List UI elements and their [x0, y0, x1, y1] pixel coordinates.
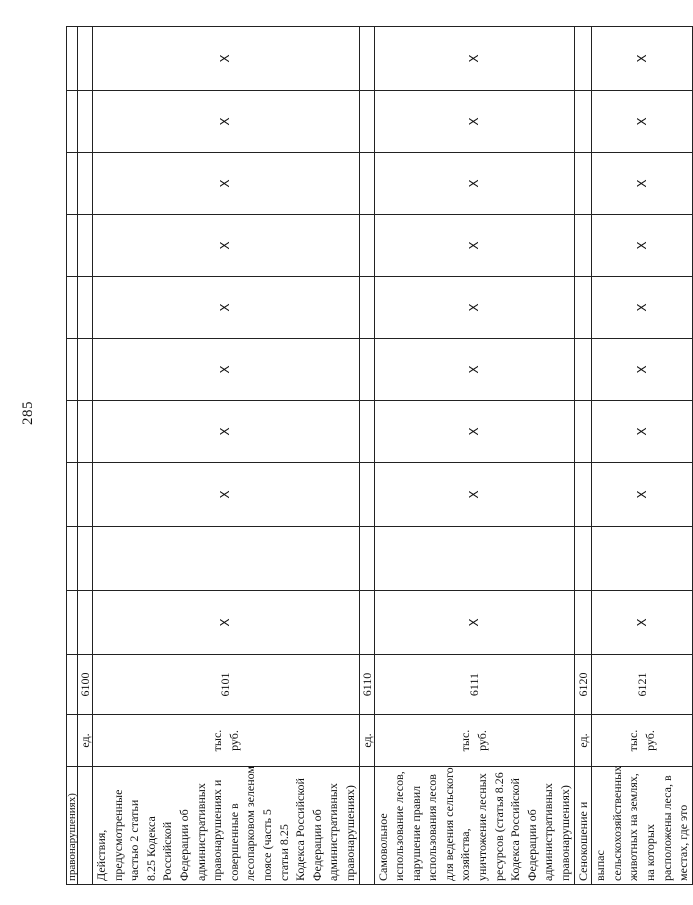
- row-name-line: Федерации об: [176, 809, 191, 881]
- x-mark-cell: X: [93, 27, 360, 91]
- empty-cell: [374, 527, 574, 591]
- empty-cell: [67, 591, 78, 655]
- empty-cell: [78, 215, 93, 277]
- empty-cell: [67, 527, 78, 591]
- x-mark-cell: X: [93, 463, 360, 527]
- table-row-data: [592, 27, 693, 885]
- empty-cell: [67, 91, 78, 153]
- row-code-cell: 6110: [359, 655, 374, 715]
- empty-cell: [574, 91, 592, 153]
- empty-cell: [574, 153, 592, 215]
- empty-cell: [359, 277, 374, 339]
- row-name-line: правонарушениях): [342, 785, 357, 881]
- empty-cell: [574, 463, 592, 527]
- empty-cell: [78, 591, 93, 655]
- row-name-line: сельскохозяйственных: [609, 765, 624, 881]
- empty-cell: [67, 153, 78, 215]
- row-name-line: 8.25 Кодекса: [143, 816, 158, 881]
- row-name-line: административных: [326, 783, 341, 881]
- x-mark-cell: X: [592, 277, 693, 339]
- x-mark-cell: X: [374, 153, 574, 215]
- row-name-line: лесопарковом зеленом: [243, 765, 258, 881]
- empty-cell: [93, 527, 360, 591]
- row-name-line: правонарушениях): [558, 785, 573, 881]
- row-name-line: животных на землях,: [626, 773, 641, 881]
- x-mark-cell: X: [93, 277, 360, 339]
- x-mark-cell: X: [592, 401, 693, 463]
- table-row-header-fragment: [67, 27, 78, 885]
- x-mark-cell: X: [374, 277, 574, 339]
- x-mark-cell: X: [374, 215, 574, 277]
- row-name-cell: [574, 767, 592, 885]
- row-name-cell: [359, 767, 374, 885]
- x-mark-cell: X: [592, 339, 693, 401]
- row-name-line: уничтожение лесных: [475, 773, 490, 881]
- x-mark-cell: X: [374, 463, 574, 527]
- empty-cell: [78, 153, 93, 215]
- row-code-cell: 6101: [93, 655, 360, 715]
- x-mark-cell: X: [374, 401, 574, 463]
- unit-cell: ед.: [359, 715, 374, 767]
- row-name-line: хозяйства,: [458, 828, 473, 881]
- empty-cell: [78, 527, 93, 591]
- empty-cell: [67, 715, 78, 767]
- empty-cell: [359, 215, 374, 277]
- row-name-line: административных: [541, 783, 556, 881]
- unit-cell: ед.: [574, 715, 592, 767]
- row-code-cell: 6100: [78, 655, 93, 715]
- empty-cell: [78, 27, 93, 91]
- row-name-cell: [374, 767, 574, 885]
- header-fragment-cell: [67, 767, 78, 885]
- x-mark-cell: X: [592, 91, 693, 153]
- row-name-cell: [93, 767, 360, 885]
- unit-cell: тыс. руб.: [374, 715, 574, 767]
- row-name-cell: [592, 767, 693, 885]
- x-mark-cell: X: [93, 91, 360, 153]
- empty-cell: [359, 527, 374, 591]
- empty-cell: [67, 463, 78, 527]
- x-mark-cell: X: [374, 91, 574, 153]
- empty-cell: [359, 463, 374, 527]
- table-row-section: [574, 27, 592, 885]
- x-mark-cell: X: [592, 215, 693, 277]
- row-code-cell: 6111: [374, 655, 574, 715]
- document-table: [66, 26, 693, 885]
- row-name-cell: [78, 767, 93, 885]
- empty-cell: [78, 463, 93, 527]
- empty-cell: [359, 27, 374, 91]
- empty-cell: [78, 91, 93, 153]
- row-name-line: местах, где это: [676, 804, 691, 881]
- empty-cell: [574, 401, 592, 463]
- x-mark-cell: X: [93, 401, 360, 463]
- table-row-data: [374, 27, 574, 885]
- x-mark-cell: X: [592, 27, 693, 91]
- row-name-line: нарушение правил: [408, 785, 423, 881]
- x-mark-cell: X: [592, 591, 693, 655]
- x-mark-cell: X: [592, 153, 693, 215]
- row-name-line: Самовольное: [375, 813, 390, 881]
- empty-cell: [574, 215, 592, 277]
- row-name-line: использование лесов,: [392, 771, 407, 881]
- x-mark-cell: X: [93, 153, 360, 215]
- empty-cell: [67, 401, 78, 463]
- empty-cell: [359, 153, 374, 215]
- x-mark-cell: X: [93, 215, 360, 277]
- table-body: [67, 27, 693, 885]
- empty-cell: [67, 655, 78, 715]
- row-name-line: предусмотренные: [110, 789, 125, 881]
- row-name-line: частью 2 статьи: [127, 799, 142, 881]
- row-name-line: правонарушениях и: [210, 779, 225, 881]
- row-name-line: поясе (часть 5: [259, 809, 274, 881]
- row-name-line: совершенные в: [226, 803, 241, 881]
- x-mark-cell: X: [374, 591, 574, 655]
- empty-cell: [574, 277, 592, 339]
- table-row-data: [93, 27, 360, 885]
- unit-cell: тыс. руб.: [93, 715, 360, 767]
- x-mark-cell: X: [93, 591, 360, 655]
- row-name-line: Российской: [160, 821, 175, 881]
- row-name-line: на которых: [643, 824, 657, 881]
- empty-cell: [67, 339, 78, 401]
- x-mark-cell: X: [374, 27, 574, 91]
- empty-cell: [359, 339, 374, 401]
- table-row-section: [78, 27, 93, 885]
- empty-cell: [359, 401, 374, 463]
- x-mark-cell: X: [592, 463, 693, 527]
- row-name-line: для ведения сельского: [441, 767, 456, 881]
- row-name-line: Сенокошение и: [575, 801, 590, 881]
- row-name-line: ресурсов (статья 8.26: [491, 772, 506, 881]
- empty-cell: [67, 215, 78, 277]
- row-name-line: Кодекса Российской: [293, 778, 308, 881]
- empty-cell: [574, 27, 592, 91]
- header-fragment-text: правонарушениях): [66, 793, 78, 881]
- empty-cell: [574, 591, 592, 655]
- x-mark-cell: X: [374, 339, 574, 401]
- row-name-line: расположены леса, в: [659, 775, 674, 881]
- page-number: 285: [20, 401, 36, 425]
- unit-cell: ед.: [78, 715, 93, 767]
- empty-cell: [67, 27, 78, 91]
- row-name-line: Федерации об: [309, 809, 324, 881]
- row-code-cell: 6120: [574, 655, 592, 715]
- empty-cell: [592, 527, 693, 591]
- x-mark-cell: X: [93, 339, 360, 401]
- empty-cell: [78, 339, 93, 401]
- row-name-line: Федерации об: [524, 809, 539, 881]
- row-name-line: выпас: [593, 850, 608, 881]
- unit-cell: тыс. руб.: [592, 715, 693, 767]
- row-name-line: статьи 8.25: [276, 824, 291, 881]
- row-code-cell: 6121: [592, 655, 693, 715]
- empty-cell: [78, 277, 93, 339]
- row-name-line: Действия,: [94, 829, 108, 881]
- row-name-line: Кодекса Российской: [508, 778, 523, 881]
- table-row-section: [359, 27, 374, 885]
- row-name-line: использования лесов: [425, 774, 440, 881]
- empty-cell: [359, 591, 374, 655]
- empty-cell: [359, 91, 374, 153]
- empty-cell: [78, 401, 93, 463]
- empty-cell: [574, 527, 592, 591]
- row-name-line: административных: [193, 783, 208, 881]
- empty-cell: [67, 277, 78, 339]
- empty-cell: [574, 339, 592, 401]
